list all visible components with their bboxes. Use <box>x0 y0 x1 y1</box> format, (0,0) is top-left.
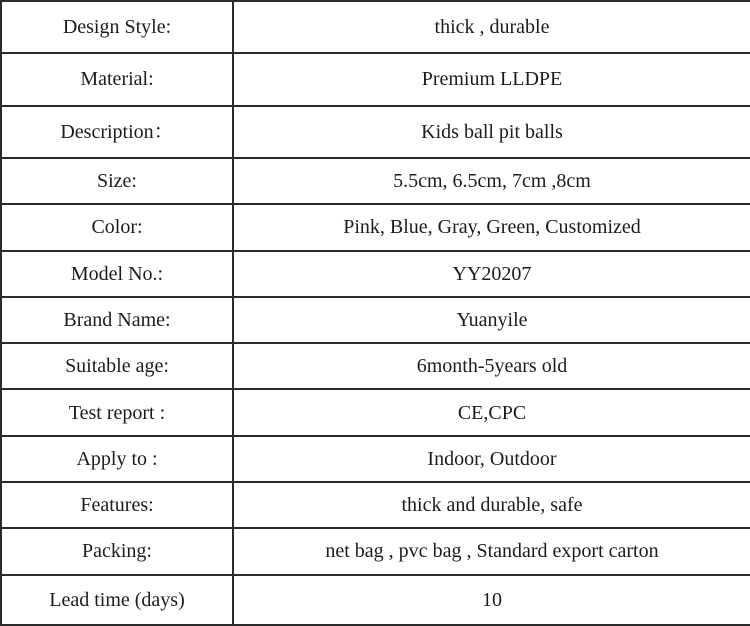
row-label: Apply to : <box>1 436 233 482</box>
row-label: Description： <box>1 106 233 158</box>
table-row-apply-to <box>1 436 750 482</box>
row-label: Test report : <box>1 389 233 435</box>
row-label: Material: <box>1 53 233 105</box>
row-value: 6month-5years old <box>233 343 750 389</box>
table-row-packing <box>1 528 750 574</box>
row-value: 5.5cm, 6.5cm, 7cm ,8cm <box>233 158 750 204</box>
row-label: Lead time (days) <box>1 575 233 625</box>
row-label: Size: <box>1 158 233 204</box>
row-label: Model No.: <box>1 251 233 297</box>
table-row-features <box>1 482 750 528</box>
table-row-suitable-age <box>1 343 750 389</box>
row-value: CE,CPC <box>233 389 750 435</box>
table-row-material <box>1 53 750 105</box>
row-label: Color: <box>1 204 233 250</box>
table-row-brand-name <box>1 297 750 343</box>
row-value: 10 <box>233 575 750 625</box>
row-value: thick , durable <box>233 1 750 53</box>
row-value: Premium LLDPE <box>233 53 750 105</box>
row-label: Packing: <box>1 528 233 574</box>
table-row-color <box>1 204 750 250</box>
row-value: YY20207 <box>233 251 750 297</box>
row-value: Yuanyile <box>233 297 750 343</box>
table-row-model-no <box>1 251 750 297</box>
table-row-test-report <box>1 389 750 435</box>
table-row-size <box>1 158 750 204</box>
table-row-description <box>1 106 750 158</box>
row-label: Features: <box>1 482 233 528</box>
table-row-lead-time <box>1 575 750 625</box>
row-value: Pink, Blue, Gray, Green, Customized <box>233 204 750 250</box>
table-row-design-style <box>1 1 750 53</box>
row-value: Indoor, Outdoor <box>233 436 750 482</box>
row-value: Kids ball pit balls <box>233 106 750 158</box>
row-value: thick and durable, safe <box>233 482 750 528</box>
row-label: Brand Name: <box>1 297 233 343</box>
row-label: Suitable age: <box>1 343 233 389</box>
row-value: net bag , pvc bag , Standard export carton <box>233 528 750 574</box>
row-label: Design Style: <box>1 1 233 53</box>
